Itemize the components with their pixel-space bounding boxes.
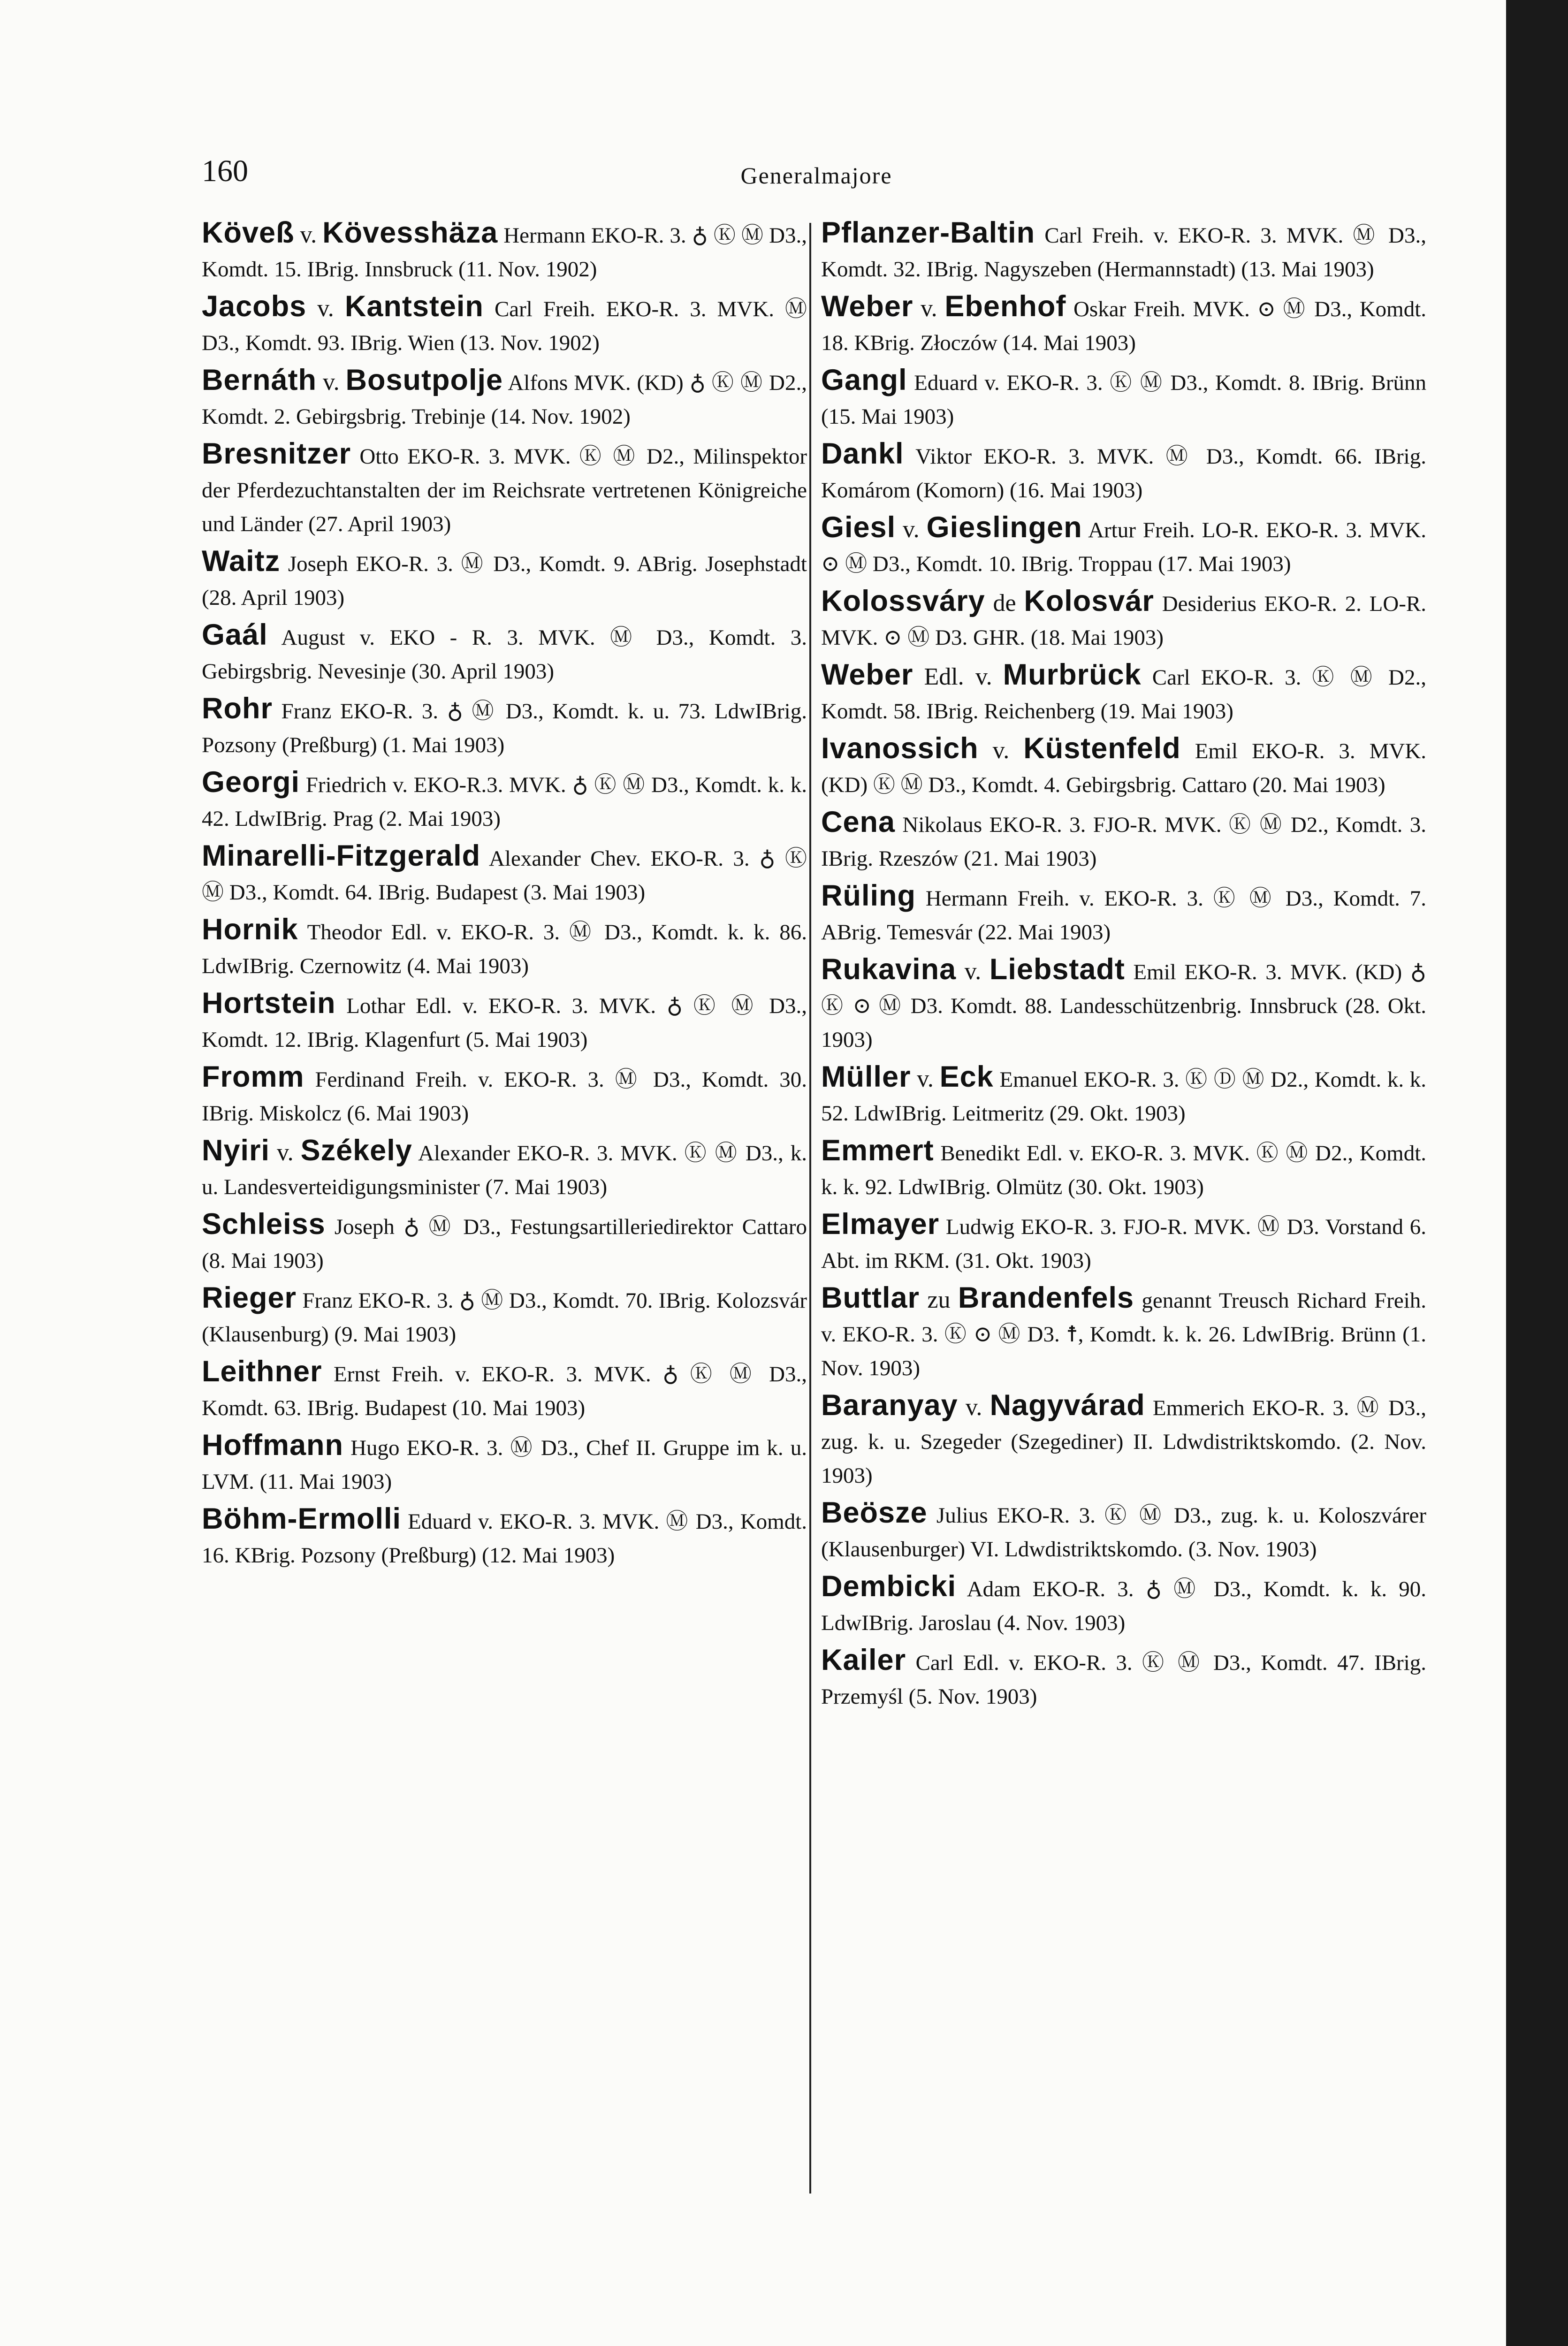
entry-details: Hugo EKO-R. 3. Ⓜ D3., Chef II. Gruppe im k. u. LVM. (11. Mai 1903): [202, 1436, 807, 1494]
entry-surname: Jacobs: [202, 290, 307, 323]
entry-surname: Rieger: [202, 1281, 297, 1314]
register-entry: [821, 1207, 1426, 1278]
entry-details: Alfons MVK. (KD) ♁ Ⓚ Ⓜ D2., Komdt. 2. Gebirgsbrig. Trebinje (14. Nov. 1902): [202, 371, 807, 429]
entry-surname: Leithner: [202, 1355, 322, 1388]
entry-surname: Gaál: [202, 618, 268, 651]
entry-details: Hermann Freih. v. EKO-R. 3. Ⓚ Ⓜ D3., Komdt. 7. ABrig. Temesvár (22. Mai 1903): [821, 886, 1426, 944]
entry-surname: Müller: [821, 1060, 911, 1093]
register-entry: [202, 1355, 807, 1425]
entry-particle: zu: [927, 1287, 951, 1313]
register-entry: [202, 289, 807, 360]
register-entry: [202, 618, 807, 688]
entry-surname: Hoffmann: [202, 1429, 343, 1462]
entry-surname: Rukavina: [821, 953, 957, 986]
entry-details: Eduard v. EKO-R. 3. MVK. Ⓜ D3., Komdt. 16. KBrig. Pozsony (Preßburg) (12. Mai 1903): [202, 1509, 807, 1568]
entry-particle: v.: [317, 295, 334, 322]
entry-surname: Weber: [821, 658, 913, 691]
entry-surname: Fromm: [202, 1060, 304, 1093]
entry-details: Emmerich EKO-R. 3. Ⓜ D3., zug. k. u. Szegeder (Szegediner) II. Ldwdistriktskomdo. (2. Nov. 1903): [821, 1396, 1426, 1488]
entry-surname: Gangl: [821, 364, 907, 396]
register-entry: [821, 289, 1426, 360]
entry-surname: Kolossváry: [821, 585, 985, 617]
entry-predicate-name: Kantstein: [344, 290, 484, 323]
entry-surname: Nyiri: [202, 1134, 270, 1167]
entry-surname: Beösze: [821, 1496, 928, 1529]
entry-details: Carl EKO-R. 3. Ⓚ Ⓜ D2., Komdt. 58. IBrig. Reichenberg (19. Mai 1903): [821, 665, 1426, 724]
entry-surname: Emmert: [821, 1134, 934, 1167]
register-entry: [821, 1388, 1426, 1493]
entry-surname: Bernáth: [202, 364, 317, 396]
entry-particle: v.: [964, 958, 982, 985]
entry-predicate-name: Bosutpolje: [345, 364, 503, 396]
entry-details: Nikolaus EKO-R. 3. FJO-R. MVK. Ⓚ Ⓜ D2., Komdt. 3. IBrig. Rzeszów (21. Mai 1903): [821, 813, 1426, 871]
entry-surname: Baranyay: [821, 1389, 958, 1422]
entry-details: Carl Edl. v. EKO-R. 3. Ⓚ Ⓜ D3., Komdt. 47. IBrig. Przemyśl (5. Nov. 1903): [821, 1651, 1426, 1709]
entry-details: Carl Freih. v. EKO-R. 3. MVK. Ⓜ D3., Komdt. 32. IBrig. Nagyszeben (Hermannstadt) (13. Mai 1903): [821, 223, 1426, 282]
entry-details: Otto EKO-R. 3. MVK. Ⓚ Ⓜ D2., Milinspektor der Pferdezuchtanstalten der im Reichsrate vertretenen Königreiche und Länder (27. April 1903): [202, 444, 807, 536]
entry-predicate-name: Liebstadt: [989, 953, 1125, 986]
register-entry: [202, 1207, 807, 1278]
entry-particle: v.: [903, 516, 920, 543]
entry-details: Franz EKO-R. 3. ♁ Ⓜ D3., Komdt. k. u. 73. LdwIBrig. Pozsony (Preßburg) (1. Mai 1903): [202, 699, 807, 757]
entry-details: Artur Freih. LO-R. EKO-R. 3. MVK. ⊙ Ⓜ D3., Komdt. 10. IBrig. Troppau (17. Mai 1903): [821, 518, 1426, 576]
entry-surname: Dembicki: [821, 1570, 957, 1603]
entry-surname: Bresnitzer: [202, 437, 351, 470]
register-entry: [202, 1134, 807, 1204]
entry-details: Adam EKO-R. 3. ♁ Ⓜ D3., Komdt. k. k. 90. LdwIBrig. Jaroslau (4. Nov. 1903): [821, 1577, 1426, 1635]
entry-particle: v.: [322, 369, 340, 396]
entry-details: Alexander EKO-R. 3. MVK. Ⓚ Ⓜ D3., k. u. Landesverteidigungsminister (7. Mai 1903): [202, 1141, 807, 1199]
entry-predicate-name: Nagyvárad: [990, 1389, 1145, 1422]
entry-surname: Böhm-Ermolli: [202, 1502, 402, 1535]
register-entry: [821, 1496, 1426, 1566]
entry-details: August v. EKO - R. 3. MVK. Ⓜ D3., Komdt. 3. Gebirgsbrig. Nevesinje (30. April 1903): [202, 625, 807, 684]
entry-particle: v.: [921, 295, 937, 322]
register-entry: [821, 731, 1426, 802]
register-entry: [202, 986, 807, 1057]
entry-surname: Hortstein: [202, 987, 336, 1020]
entry-details: Joseph ♁ Ⓜ D3., Festungsartilleriedirektor Cattaro (8. Mai 1903): [202, 1215, 807, 1273]
entry-predicate-name: Kolosvár: [1024, 585, 1154, 617]
entry-details: Ludwig EKO-R. 3. FJO-R. MVK. Ⓜ D3. Vorstand 6. Abt. im RKM. (31. Okt. 1903): [821, 1215, 1426, 1273]
register-entry: [821, 363, 1426, 434]
entry-predicate-name: Murbrück: [1003, 658, 1142, 691]
entry-details: Ferdinand Freih. v. EKO-R. 3. Ⓜ D3., Komdt. 30. IBrig. Miskolcz (6. Mai 1903): [202, 1067, 807, 1126]
entry-predicate-name: Ebenhof: [944, 290, 1066, 323]
entry-predicate-name: Gieslingen: [926, 511, 1082, 544]
register-entry: [202, 544, 807, 615]
entry-details: Carl Freih. EKO-R. 3. MVK. Ⓜ D3., Komdt. 93. IBrig. Wien (13. Nov. 1902): [202, 297, 807, 355]
right-column: [821, 216, 1426, 2210]
register-entry: [202, 437, 807, 541]
entry-details: Emil EKO-R. 3. MVK. (KD) Ⓚ Ⓜ D3., Komdt. 4. Gebirgsbrig. Cattaro (20. Mai 1903): [821, 739, 1426, 797]
register-entry: [202, 1281, 807, 1351]
register-entry: [821, 216, 1426, 286]
scan-frame-edge: [1506, 0, 1568, 2346]
entry-particle: v.: [300, 221, 317, 248]
register-entry: [202, 1502, 807, 1572]
entry-details: Eduard v. EKO-R. 3. Ⓚ Ⓜ D3., Komdt. 8. IBrig. Brünn (15. Mai 1903): [821, 371, 1426, 429]
page-header: [202, 150, 1431, 206]
entry-surname: Minarelli-Fitzgerald: [202, 839, 481, 872]
entry-details: Friedrich v. EKO-R.3. MVK. ♁ Ⓚ Ⓜ D3., Komdt. k. k. 42. LdwIBrig. Prag (2. Mai 1903): [202, 773, 807, 831]
register-entry: [821, 1643, 1426, 1714]
entry-particle: v.: [917, 1066, 934, 1092]
entry-surname: Giesl: [821, 511, 896, 544]
entry-details: Hermann EKO-R. 3. ♁ Ⓚ Ⓜ D3., Komdt. 15. IBrig. Innsbruck (11. Nov. 1902): [202, 223, 807, 282]
running-title: Generalmajore: [740, 162, 892, 189]
entry-details: Emanuel EKO-R. 3. Ⓚ Ⓓ Ⓜ D2., Komdt. k. k. 52. LdwIBrig. Leitmeritz (29. Okt. 1903): [821, 1067, 1426, 1126]
entry-surname: Georgi: [202, 766, 300, 799]
entry-predicate-name: Székely: [300, 1134, 412, 1167]
entry-particle: v.: [965, 1394, 982, 1421]
register-entry: [821, 437, 1426, 507]
entry-surname: Buttlar: [821, 1281, 920, 1314]
entry-details: Emil EKO-R. 3. MVK. (KD) ♁ Ⓚ ⊙ Ⓜ D3. Komdt. 88. Landesschützenbrig. Innsbruck (28. Okt. 1903): [821, 960, 1426, 1052]
register-entry: [821, 1134, 1426, 1204]
entry-details: Julius EKO-R. 3. Ⓚ Ⓜ D3., zug. k. u. Koloszvárer (Klausenburger) VI. Ldwdistriktskomdo. (3. Nov. 1903): [821, 1503, 1426, 1561]
register-entry: [202, 913, 807, 983]
entry-particle: v.: [277, 1139, 294, 1166]
entry-details: Viktor EKO-R. 3. MVK. Ⓜ D3., Komdt. 66. IBrig. Komárom (Komorn) (16. Mai 1903): [821, 444, 1426, 503]
entry-surname: Dankl: [821, 437, 904, 470]
entry-details: genannt Treusch Richard Freih. v. EKO-R. 3. Ⓚ ⊙ Ⓜ D3. ☨, Komdt. k. k. 26. LdwIBrig. Brünn (1. Nov. 1903): [821, 1288, 1426, 1380]
entry-details: Ernst Freih. v. EKO-R. 3. MVK. ♁ Ⓚ Ⓜ D3., Komdt. 63. IBrig. Budapest (10. Mai 1903): [202, 1362, 807, 1420]
entry-surname: Rohr: [202, 692, 273, 725]
register-entry: [821, 1569, 1426, 1640]
entry-surname: Elmayer: [821, 1208, 940, 1241]
register-entry: [202, 839, 807, 909]
entry-predicate-name: Brandenfels: [958, 1281, 1134, 1314]
register-entry: [821, 879, 1426, 949]
entry-surname: Schleiss: [202, 1208, 326, 1241]
register-entry: [202, 765, 807, 836]
register-entry: [821, 805, 1426, 876]
entry-details: Theodor Edl. v. EKO-R. 3. Ⓜ D3., Komdt. k. k. 86. LdwIBrig. Czernowitz (4. Mai 1903): [202, 920, 807, 978]
entry-surname: Köveß: [202, 216, 295, 249]
register-entry: [202, 1428, 807, 1499]
entry-details: Oskar Freih. MVK. ⊙ Ⓜ D3., Komdt. 18. KBrig. Złoczów (14. Mai 1903): [821, 297, 1426, 355]
entry-particle: de: [993, 590, 1016, 617]
register-entry: [821, 952, 1426, 1057]
register-entry: [821, 510, 1426, 581]
page-number: 160: [202, 154, 248, 188]
entry-predicate-name: Küstenfeld: [1023, 732, 1181, 765]
entry-surname: Weber: [821, 290, 913, 323]
register-entry: [821, 1281, 1426, 1385]
register-entry: [821, 584, 1426, 655]
entry-surname: Rüling: [821, 879, 916, 912]
register-entry: [202, 692, 807, 762]
entry-surname: Ivanossich: [821, 732, 979, 765]
entry-particle: Edl. v.: [924, 663, 992, 690]
entry-details: Franz EKO-R. 3. ♁ Ⓜ D3., Komdt. 70. IBrig. Kolozsvár (Klausenburg) (9. Mai 1903): [202, 1288, 807, 1347]
register-entry: [202, 216, 807, 286]
register-entry: [821, 1060, 1426, 1130]
entry-surname: Cena: [821, 806, 896, 838]
left-column: [202, 216, 807, 2210]
column-divider: [809, 223, 811, 2194]
register-entry: [202, 1060, 807, 1130]
register-entry: [821, 658, 1426, 728]
entry-predicate-name: Kövesshäza: [322, 216, 498, 249]
entry-details: Lothar Edl. v. EKO-R. 3. MVK. ♁ Ⓚ Ⓜ D3., Komdt. 12. IBrig. Klagenfurt (5. Mai 1903): [202, 994, 807, 1052]
entry-surname: Pflanzer-Baltin: [821, 216, 1035, 249]
entry-details: Desiderius EKO-R. 2. LO-R. MVK. ⊙ Ⓜ D3. GHR. (18. Mai 1903): [821, 592, 1426, 650]
entry-surname: Waitz: [202, 545, 281, 578]
entry-particle: v.: [992, 737, 1010, 764]
register-entry: [202, 363, 807, 434]
entry-details: Benedikt Edl. v. EKO-R. 3. MVK. Ⓚ Ⓜ D2., Komdt. k. k. 92. LdwIBrig. Olmütz (30. Okt. 1903): [821, 1141, 1426, 1199]
entry-predicate-name: Eck: [939, 1060, 994, 1093]
entry-details: Alexander Chev. EKO-R. 3. ♁ Ⓚ Ⓜ D3., Komdt. 64. IBrig. Budapest (3. Mai 1903): [202, 846, 807, 905]
entry-surname: Kailer: [821, 1644, 906, 1676]
entry-surname: Hornik: [202, 913, 298, 946]
entry-details: Joseph EKO-R. 3. Ⓜ D3., Komdt. 9. ABrig. Josephstadt (28. April 1903): [202, 552, 807, 610]
